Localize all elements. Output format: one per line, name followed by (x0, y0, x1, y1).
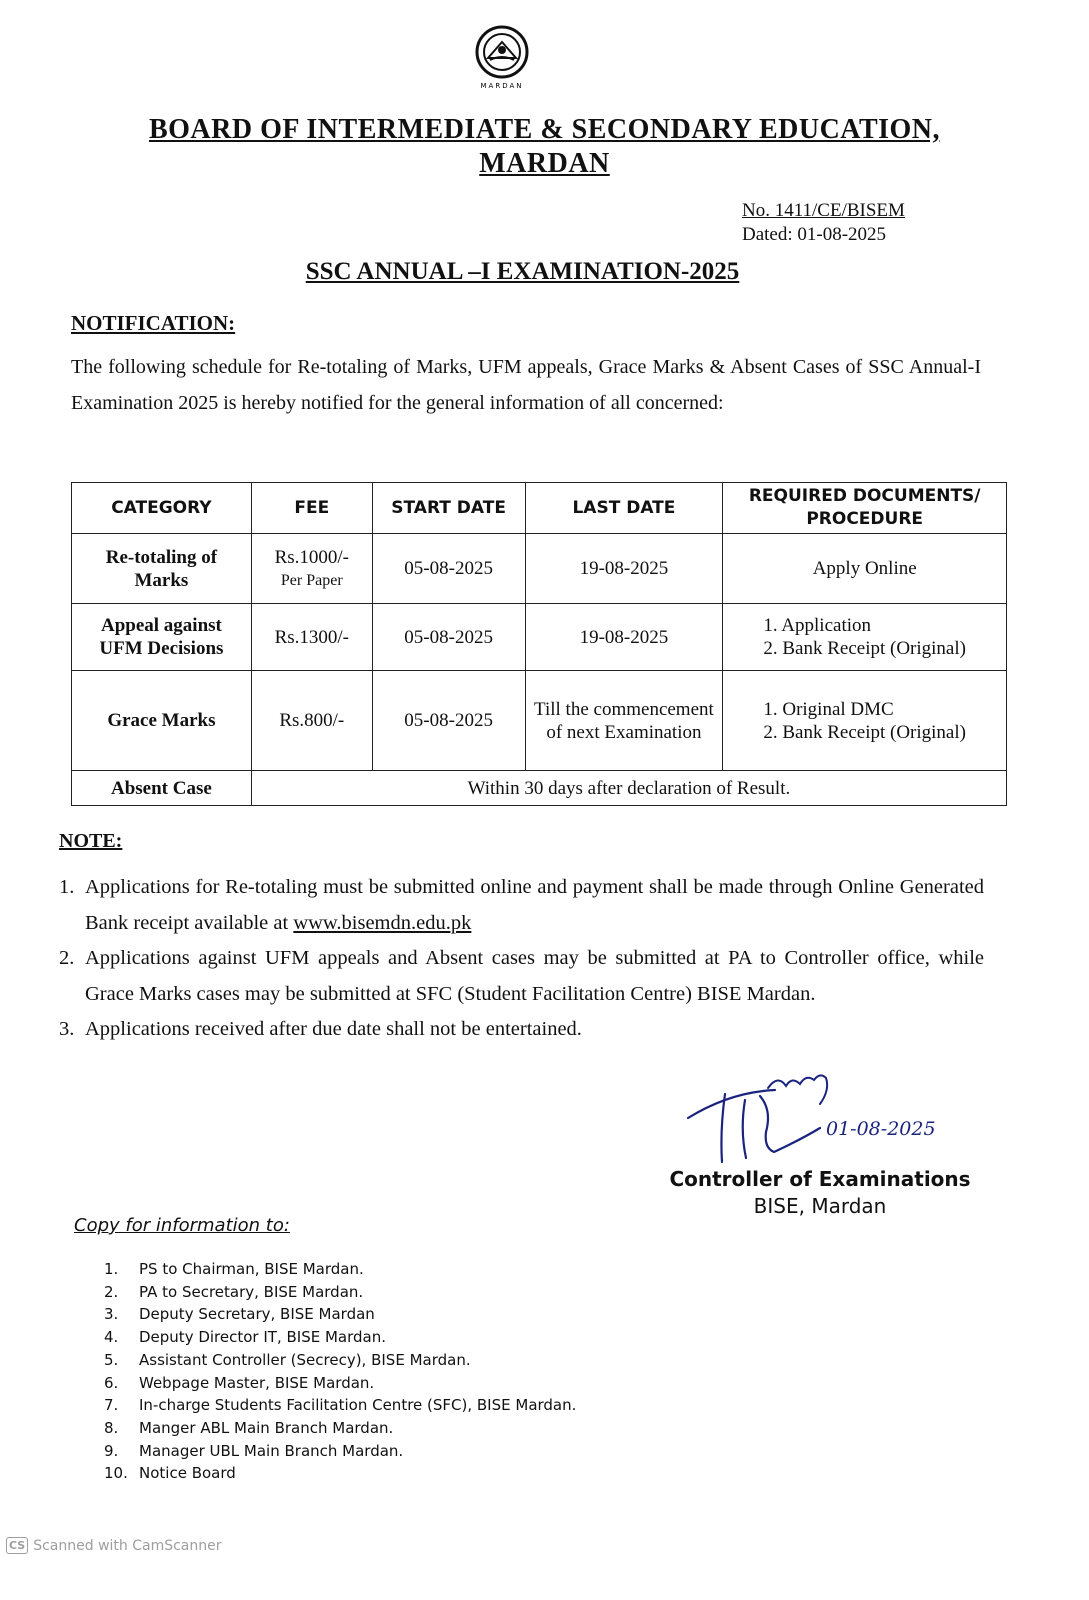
note-item (59, 870, 984, 941)
list-item (104, 1440, 576, 1463)
header-procedure: REQUIRED DOCUMENTS/ PROCEDURE (723, 483, 1007, 534)
logo-text: MARDAN (480, 82, 524, 90)
note-item (59, 941, 984, 1012)
note-item (59, 1012, 984, 1048)
notification-text: The following schedule for Re-totaling of Marks, UFM appeals, Grace Marks & Absent Cases of SSC Annual-I Examination 2025 is hereby notified for the general information of all concerned: (71, 356, 981, 414)
list-number: 8. (104, 1418, 119, 1437)
fee-cell (251, 534, 372, 604)
table-row (72, 771, 1007, 806)
list-item (104, 1372, 576, 1395)
list-text: Manager UBL Main Branch Mardan. (139, 1441, 404, 1460)
procedure-cell (723, 671, 1007, 771)
procedure-item: 2. Bank Receipt (Original) (763, 638, 966, 659)
copy-list (104, 1258, 576, 1485)
last-date-cell: Till the commencement of next Examination (525, 671, 723, 771)
procedure-cell: Apply Online (723, 534, 1007, 604)
list-number: 9. (104, 1441, 119, 1460)
website-link[interactable]: www.bisemdn.edu.pk (293, 911, 472, 934)
procedure-item: 1. Original DMC (763, 698, 894, 720)
list-text: PS to Chairman, BISE Mardan. (139, 1260, 364, 1278)
list-item (104, 1417, 576, 1440)
list-text: Manger ABL Main Branch Mardan. (139, 1418, 394, 1437)
list-number: 6. (104, 1373, 119, 1392)
fee-cell: Rs.1300/- (251, 604, 372, 671)
note-text: Applications received after due date shall not be entertained. (85, 1018, 582, 1040)
list-number: 7. (104, 1396, 119, 1415)
list-item (104, 1258, 576, 1281)
list-number: 4. (104, 1328, 119, 1347)
list-item (104, 1326, 576, 1349)
merged-cell: Within 30 days after declaration of Result. (251, 771, 1006, 806)
signature-date: 01-08-2025 (826, 1118, 936, 1140)
fee-note: Per Paper (280, 571, 343, 589)
list-number: 2. (104, 1282, 119, 1301)
reference-block (742, 199, 905, 247)
list-number: 10. (104, 1464, 128, 1483)
dated: Dated: 01-08-2025 (742, 224, 887, 245)
note-number: 1. (59, 876, 75, 898)
watermark-text: Scanned with CamScanner (33, 1537, 222, 1554)
list-number: 1. (104, 1260, 119, 1278)
table-row (72, 534, 1007, 604)
category-cell: Absent Case (72, 771, 252, 806)
header-start-date: START DATE (372, 483, 525, 534)
board-title-line2: MARDAN (479, 148, 610, 179)
procedure-list (763, 614, 966, 660)
signatory-office: BISE, Mardan (753, 1194, 887, 1218)
procedure-item: 2. Bank Receipt (Original) (763, 721, 966, 743)
reference-number: No. 1411/CE/BISEM (742, 200, 905, 221)
list-item (104, 1394, 576, 1417)
list-item (104, 1281, 576, 1304)
note-text (85, 870, 984, 941)
board-logo (452, 22, 552, 94)
table-header-row (72, 483, 1007, 534)
list-text: Deputy Director IT, BISE Mardan. (139, 1328, 386, 1347)
category-cell: Re-totaling of Marks (72, 534, 252, 604)
list-text: Webpage Master, BISE Mardan. (139, 1373, 375, 1392)
procedure-cell (723, 604, 1007, 671)
scanner-watermark (6, 1537, 222, 1554)
board-title (0, 113, 1089, 181)
list-item (104, 1303, 576, 1326)
seal-icon (452, 22, 552, 94)
table-row (72, 671, 1007, 771)
start-date-cell: 05-08-2025 (372, 534, 525, 604)
header-last-date: LAST DATE (525, 483, 723, 534)
last-date-cell: 19-08-2025 (525, 534, 723, 604)
fee-amount: Rs.1000/- (274, 546, 349, 568)
list-text: Assistant Controller (Secrecy), BISE Mardan. (139, 1350, 471, 1369)
list-item (104, 1349, 576, 1372)
notes-list (59, 870, 984, 1048)
board-title-line1: BOARD OF INTERMEDIATE & SECONDARY EDUCATION, (148, 114, 941, 145)
list-text: In-charge Students Facilitation Centre (SFC), BISE Mardan. (139, 1396, 577, 1415)
header-fee: FEE (251, 483, 372, 534)
exam-title: SSC ANNUAL –I EXAMINATION-2025 (305, 258, 740, 285)
category-cell: Appeal against UFM Decisions (72, 604, 252, 671)
category-cell: Grace Marks (72, 671, 252, 771)
list-text: Notice Board (139, 1464, 236, 1483)
procedure-list (763, 698, 966, 744)
fee-cell: Rs.800/- (251, 671, 372, 771)
note-heading: NOTE: (59, 830, 123, 852)
list-item (104, 1462, 576, 1485)
start-date-cell: 05-08-2025 (372, 604, 525, 671)
list-text: PA to Secretary, BISE Mardan. (139, 1282, 364, 1301)
list-number: 5. (104, 1350, 119, 1369)
schedule-table (71, 482, 1007, 806)
camscanner-icon: CS (6, 1537, 28, 1554)
notification-heading: NOTIFICATION: (71, 311, 236, 335)
start-date-cell: 05-08-2025 (372, 671, 525, 771)
note-number: 2. (59, 947, 75, 969)
last-date-cell: 19-08-2025 (525, 604, 723, 671)
list-number: 3. (104, 1305, 119, 1324)
note-number: 3. (59, 1018, 75, 1040)
header-category: CATEGORY (72, 483, 252, 534)
note-text: Applications against UFM appeals and Absent cases may be submitted at PA to Controller office, while Grace Marks cases may be submitted at SFC (Student Facilitation Centre) BISE Mardan. (85, 947, 984, 1005)
procedure-item: 1. Application (763, 615, 872, 636)
copy-heading: Copy for information to: (74, 1215, 290, 1236)
signatory-title: Controller of Examinations (669, 1167, 971, 1191)
list-text: Deputy Secretary, BISE Mardan (139, 1305, 375, 1324)
table-row (72, 604, 1007, 671)
signatory-block (660, 1166, 980, 1220)
note-text-body: Applications for Re-totaling must be submitted online and payment shall be made through Online Generated Bank receipt available at (85, 876, 984, 934)
